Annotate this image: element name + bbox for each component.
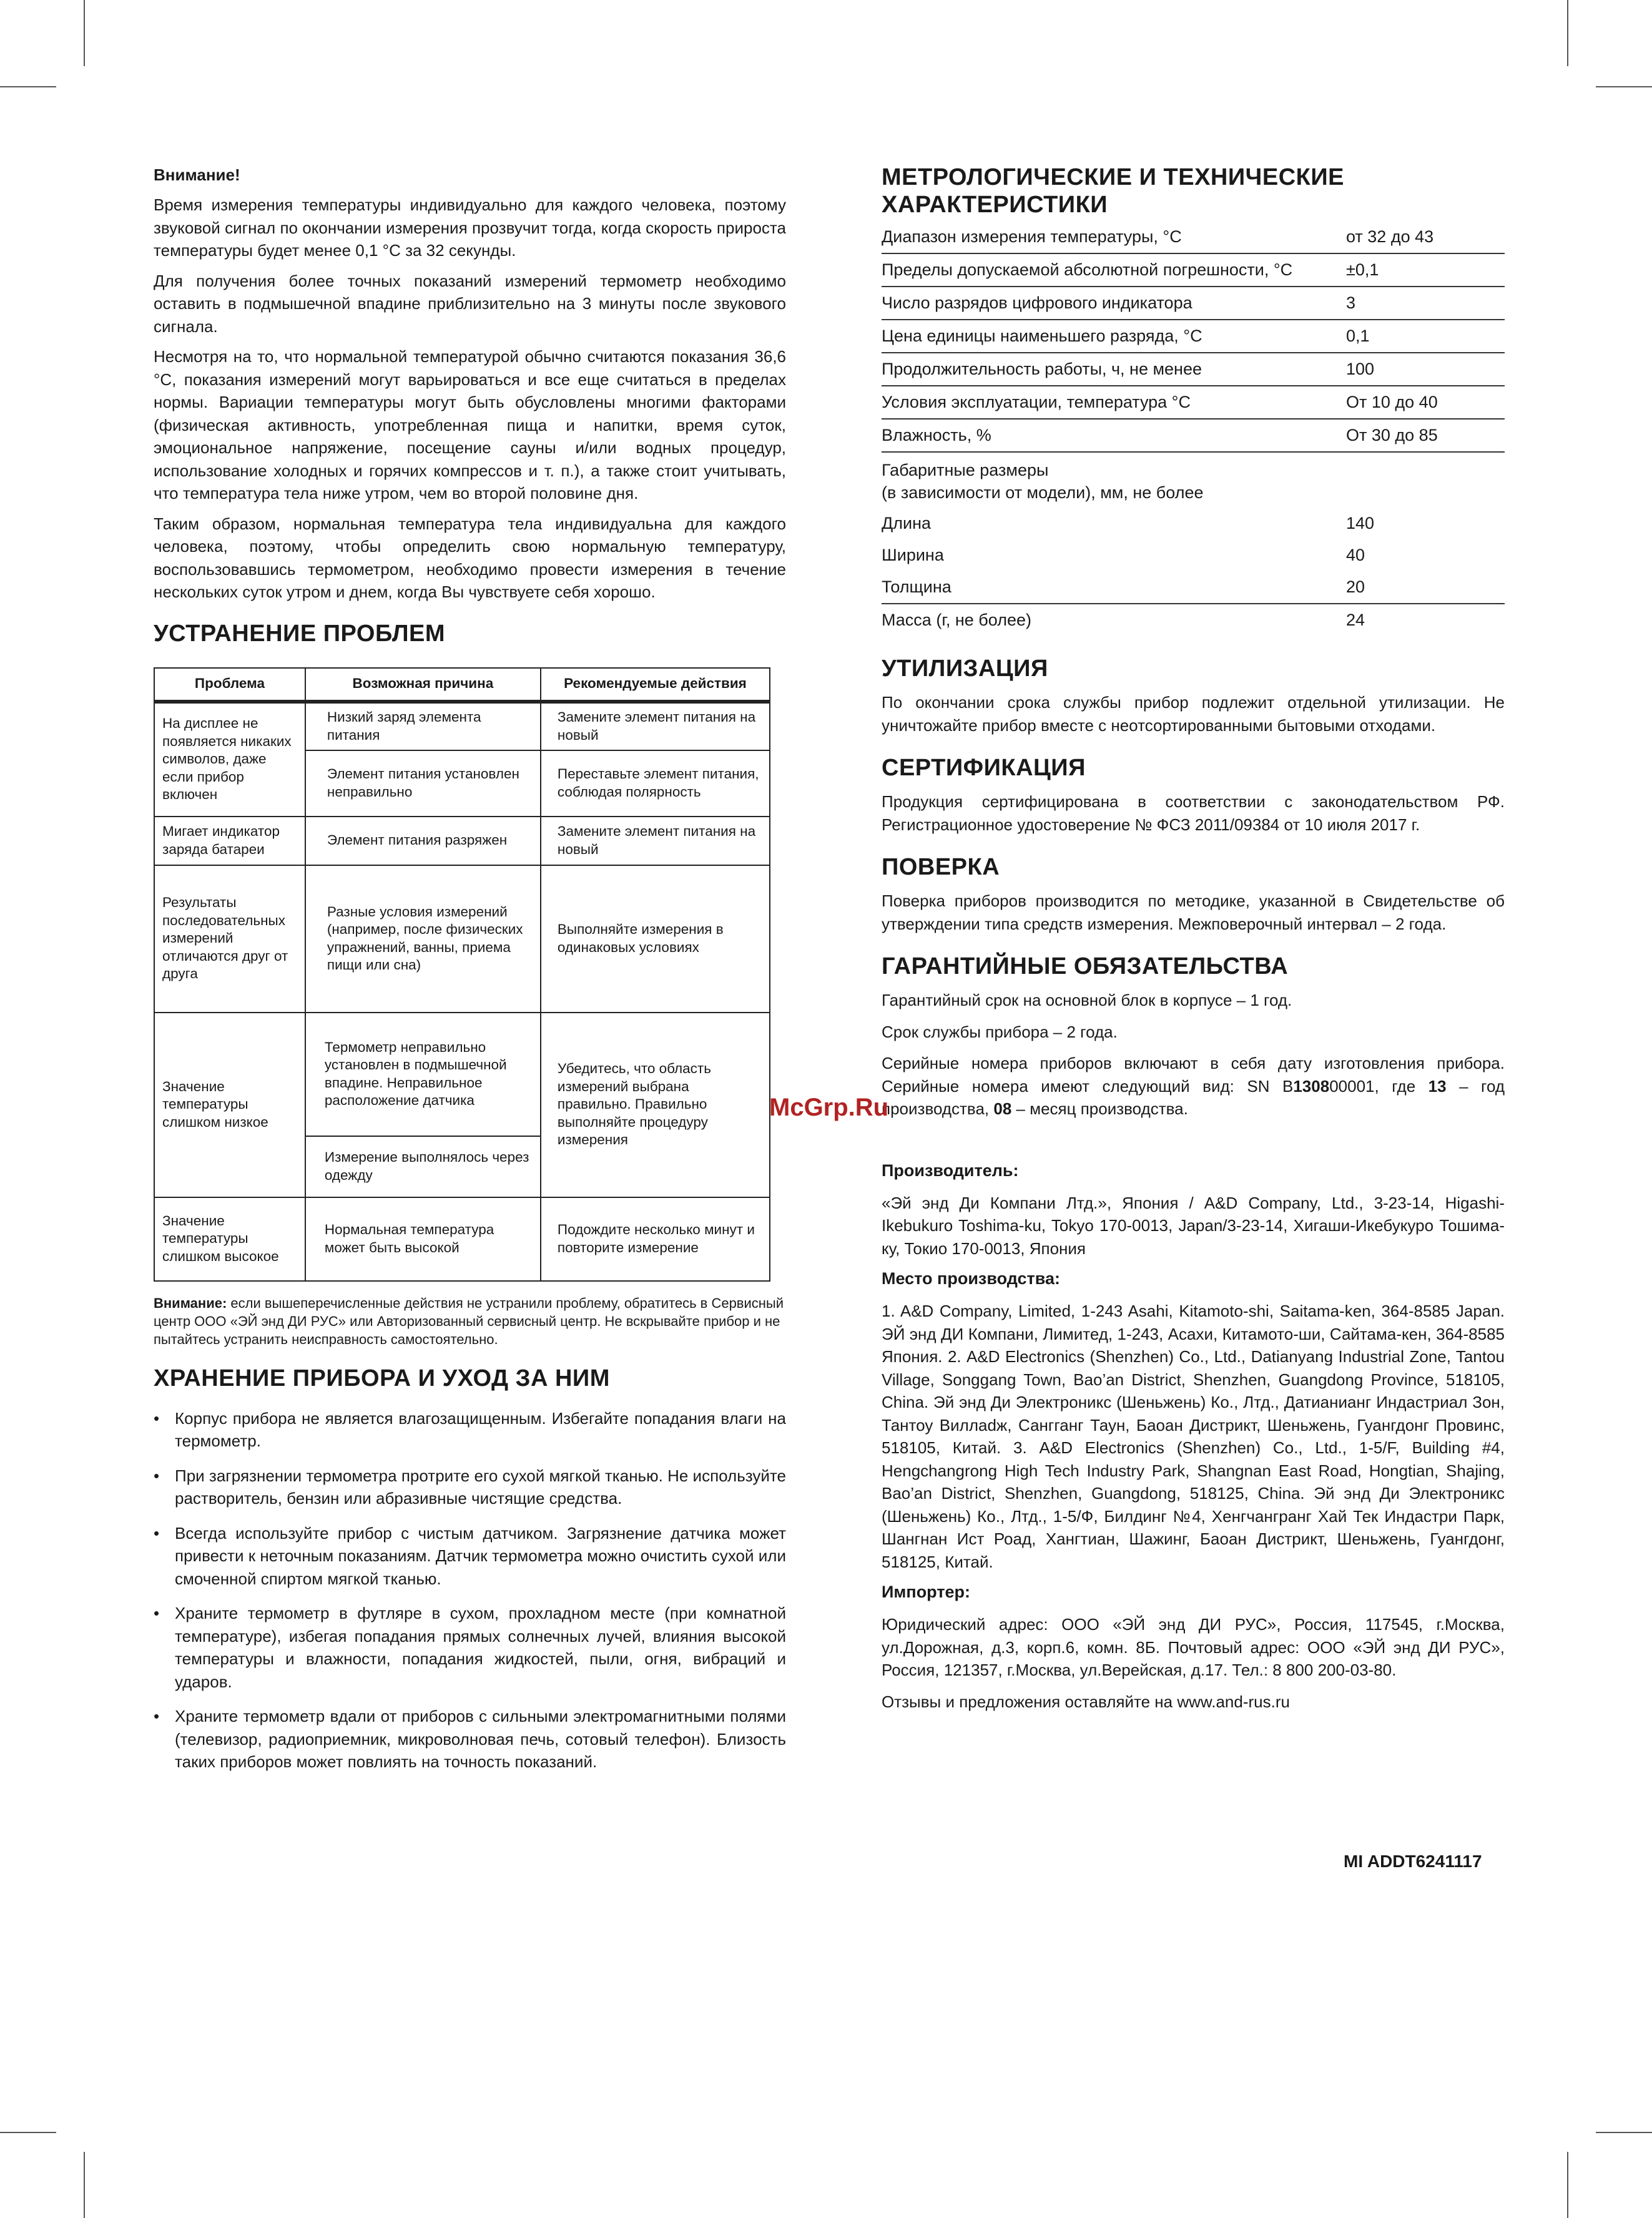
spec-label: Влажность, % xyxy=(882,419,1344,452)
table-row xyxy=(154,1197,770,1281)
spec-label: Число разрядов цифрового индикатора xyxy=(882,287,1344,320)
spec-label: Условия эксплуатации, температура °С xyxy=(882,386,1344,419)
crop-mark xyxy=(0,86,56,87)
storage-list xyxy=(154,1407,786,1774)
warning-title: Внимание! xyxy=(154,165,240,184)
warning-paragraph: Таким образом, нормальная температура тела индивидуальна для каждого человека, поэтому, чтобы определить свою нормальную температуру, воспользовавшись термометром, необходимо провести измерения в течение нескольких суток утром и днем, когда Вы чувствуете себя хорошо. xyxy=(154,514,786,601)
warranty-heading: ГАРАНТИЙНЫЕ ОБЯЗАТЕЛЬСТВА xyxy=(882,953,1289,979)
crop-mark xyxy=(84,0,85,66)
spec-value xyxy=(1344,452,1505,508)
action-cell: Убедитесь, что область измерений выбрана правильно. Правильно выполняйте процедуру измерения xyxy=(541,1013,770,1197)
problem-cell: Результаты последовательных измерений отличаются друг от друга xyxy=(154,865,305,1013)
warranty-serial xyxy=(882,1052,1505,1121)
production-title: Место производства: xyxy=(882,1269,1060,1288)
warranty-paragraph: Срок службы прибора – 2 года. xyxy=(882,1022,1118,1041)
document-code: MI ADDT6241117 xyxy=(1344,1852,1482,1871)
watermark: McGrp.Ru xyxy=(769,1094,889,1121)
warning-paragraph: Время измерения температуры индивидуально для каждого человека, поэтому звуковой сигнал по окончании измерения прозвучит тогда, когда скорость прироста температуры будет менее 0,1 °С за 32 секунды. xyxy=(154,195,786,260)
cause-cell: Нормальная температура может быть высокой xyxy=(305,1197,541,1281)
spec-value: от 32 до 43 xyxy=(1344,221,1505,253)
table-row xyxy=(882,287,1505,320)
table-row xyxy=(882,320,1505,353)
spec-label-line: Габаритные размеры xyxy=(882,461,1049,479)
spec-value: 20 xyxy=(1344,571,1505,604)
crop-mark xyxy=(1567,0,1568,66)
note-label: Внимание: xyxy=(154,1295,227,1311)
spec-value: От 30 до 85 xyxy=(1344,419,1505,452)
serial-text: 00001, где xyxy=(1329,1076,1428,1096)
problem-cell: На дисплее не появляется никаких символов, даже если прибор включен xyxy=(154,702,305,817)
table-row xyxy=(882,508,1505,539)
table-row xyxy=(882,419,1505,452)
table-row xyxy=(882,539,1505,571)
spec-value: 0,1 xyxy=(1344,320,1505,353)
spec-label: Пределы допускаемой абсолютной погрешности, °С xyxy=(882,253,1344,287)
verification-text: Поверка приборов производится по методике, указанной в Свидетельстве об утверждении типа средств измерения. Межповерочный интервал – 2 года. xyxy=(882,891,1505,933)
cause-cell: Элемент питания разряжен xyxy=(305,817,541,865)
table-row xyxy=(882,452,1505,508)
spec-value: 100 xyxy=(1344,353,1505,386)
table-row xyxy=(882,386,1505,419)
serial-date: 1308 xyxy=(1293,1076,1330,1096)
table-row xyxy=(882,353,1505,386)
serial-text: Серийные номера приборов включают в себя дату изготовления прибора. Серийные номера имеют следующий вид: SN B xyxy=(882,1054,1505,1096)
list-item: • Всегда используйте прибор с чистым датчиком. Загрязнение датчика может привести к неточным показаниям. Датчик термометра можно очистить сухой или смоченной спиртом мягкой тканью. xyxy=(154,1522,786,1591)
serial-month: 08 xyxy=(993,1099,1012,1118)
serial-year: 13 xyxy=(1428,1076,1447,1096)
problem-cell: Значение температуры слишком высокое xyxy=(154,1197,305,1281)
spec-value: 3 xyxy=(1344,287,1505,320)
troubleshooting-note xyxy=(154,1294,786,1348)
crop-mark xyxy=(1567,2152,1568,2218)
table-header-row xyxy=(154,668,770,702)
list-item: • Храните термометр в футляре в сухом, прохладном месте (при комнатной температуре), избегая попадания прямых солнечных лучей, влияния высокой температуры и влажности, попадания жидкостей, пыли, огня, вибраций и ударов. xyxy=(154,1602,786,1693)
table-row xyxy=(882,253,1505,287)
left-column xyxy=(154,164,786,1785)
spec-value: 40 xyxy=(1346,546,1365,564)
verification-heading: ПОВЕРКА xyxy=(882,854,1000,880)
manufacturer-title: Производитель: xyxy=(882,1161,1019,1180)
serial-text: – месяц производства. xyxy=(1011,1099,1188,1118)
warning-paragraph: Для получения более точных показаний измерений термометр необходимо оставить в подмышечной впадине приблизительно на 3 минуты после звукового сигнала. xyxy=(154,271,786,336)
right-column xyxy=(882,164,1505,1713)
troubleshooting-table xyxy=(154,667,770,1282)
cause-cell: Термометр неправильно установлен в подмышечной впадине. Неправильное расположение датчика xyxy=(305,1013,541,1136)
certification-heading: СЕРТИФИКАЦИЯ xyxy=(882,755,1086,781)
crop-mark xyxy=(1596,2132,1652,2133)
table-row xyxy=(154,865,770,1013)
list-item: • Корпус прибора не является влагозащищенным. Избегайте попадания влаги на термометр. xyxy=(154,1407,786,1453)
spec-value: ±0,1 xyxy=(1344,253,1505,287)
specs-heading xyxy=(882,164,1505,218)
importer-text: Юридический адрес: ООО «ЭЙ энд ДИ РУС», Россия, 117545, г.Москва, ул.Дорожная, д.3, корп.6, комн. 8Б. Почтовый адрес: ООО «ЭЙ энд ДИ РУС», Россия, 121357, г.Москва, ул.Верейская, д.17. Тел.: 8 800 200-03-80. xyxy=(882,1615,1505,1679)
importer-title: Импортер: xyxy=(882,1583,971,1601)
note-text: если вышеперечисленные действия не устранили проблему, обратитесь в Сервисный центр ООО «ЭЙ энд ДИ РУС» или Авторизованный сервисный центр. Не вскрывайте прибор и не пытайтесь устранить неисправность самостоятельно. xyxy=(154,1295,784,1347)
warning-paragraph: Несмотря на то, что нормальной температурой обычно считаются показания 36,6 °С, показания измерений могут варьироваться и все еще считаться в пределах нормы. Вариации температуры могут быть обусловлены многими факторами (физическая активность, употребленная пища и напитки, время суток, эмоциональное напряжение, посещение сауны и/или водных процедур, использование холодных и горячих компрессов и т. п.), а также стоит учитывать, что температура тела ниже утром, чем во второй половине дня. xyxy=(154,347,786,503)
warranty-paragraph: Гарантийный срок на основной блок в корпусе – 1 год. xyxy=(882,991,1292,1009)
crop-mark xyxy=(1596,86,1652,87)
crop-mark xyxy=(0,2132,56,2133)
table-row xyxy=(882,604,1505,636)
table-row xyxy=(154,817,770,865)
cause-cell: Измерение выполнялось через одежду xyxy=(305,1136,541,1197)
spec-label: Продолжительность работы, ч, не менее xyxy=(882,353,1344,386)
certification-text: Продукция сертифицирована в соответствии с законодательством РФ. Регистрационное удостоверение № ФСЗ 2011/09384 от 10 июля 2017 г. xyxy=(882,792,1505,834)
crop-mark xyxy=(84,2152,85,2218)
manufacturer-text: «Эй энд Ди Компани Лтд.», Япония / A&D Company, Ltd., 3-23-14, Higashi-Ikebukuro Toshima-ku, Tokyo 170-0013, Japan/3-23-14, Хигаши-Икебукуро Тошима-ку, Токио 170-0013, Япония xyxy=(882,1193,1505,1258)
production-text: 1. A&D Company, Limited, 1-243 Asahi, Kitamoto-shi, Saitama-ken, 364-8585 Japan. ЭЙ энд ДИ Компани, Лимитед, 1-243, Асахи, Китамото-ши, Сайтама-кен, 364-8585 Япония. 2. A&D Electronics (Shenzhen) Co., Ltd., Datianyang Industrial Zone, Tantou Village, Songgang Town, Bao’an District, Shenzhen, Guangdong Province, 518105, China. Эй энд Ди Электроникс (Шеньжень) Ко., Лтд., Датианианг Индастриал Зон, Тантоу Виллаdж, Сангганг Таун, Баоан Дистрикт, Шеньжень, Гуангдонг Провинс, 518105, Китай. 3. A&D Electronics (Shenzhen) Co., Ltd., 1-5/F, Building #4, Hengchangrong High Tech Industry Park, Shangnan East Road, Hongtian, Shajing, Bao’an District, Shenzhen, Guangdong, 518125, China. Эй энд Ди Электроникс (Шеньжень) Ко., Лтд., 1-5/Ф, Билдинг №4, Хенгчангранг Хай Тек Индастри Парк, Шангнан Ист Роад, Хангтиан, Шажинг, Баоан Дистрикт, Шеньжень, Гуангдонг, 518125, Китай. xyxy=(882,1302,1505,1571)
action-cell: Подождите несколько минут и повторите измерение xyxy=(541,1197,770,1281)
spec-value: От 10 до 40 xyxy=(1344,386,1505,419)
spec-label: Диапазон измерения температуры, °С xyxy=(882,221,1344,253)
specs-heading-line: МЕТРОЛОГИЧЕСКИЕ И ТЕХНИЧЕСКИЕ xyxy=(882,164,1345,190)
cause-cell: Низкий заряд элемента питания xyxy=(305,702,541,750)
troubleshooting-heading: УСТРАНЕНИЕ ПРОБЛЕМ xyxy=(154,620,445,647)
table-row xyxy=(882,221,1505,253)
list-item: • Храните термометр вдали от приборов с сильными электромагнитными полями (телевизор, радиоприемник, микроволновая печь, сотовый телефон). Близость таких приборов может повлиять на точность показаний. xyxy=(154,1705,786,1774)
feedback-text: Отзывы и предложения оставляйте на www.and-rus.ru xyxy=(882,1692,1290,1711)
table-row xyxy=(882,571,1505,604)
action-cell: Переставьте элемент питания, соблюдая полярность xyxy=(541,750,770,817)
spec-label xyxy=(882,452,1344,508)
storage-heading: ХРАНЕНИЕ ПРИБОРА И УХОД ЗА НИМ xyxy=(154,1365,610,1391)
specs-table xyxy=(882,221,1505,636)
spec-value: 24 xyxy=(1346,611,1365,629)
cause-cell: Элемент питания установлен неправильно xyxy=(305,750,541,817)
spec-value: 140 xyxy=(1346,514,1375,532)
specs-heading-line: ХАРАКТЕРИСТИКИ xyxy=(882,192,1108,218)
disposal-heading: УТИЛИЗАЦИЯ xyxy=(882,655,1048,682)
list-item: • При загрязнении термометра протрите его сухой мягкой тканью. Не используйте растворитель, бензин или абразивные чистящие средства. xyxy=(154,1465,786,1510)
spec-label: Цена единицы наименьшего разряда, °С xyxy=(882,320,1344,353)
column-header: Рекомендуемые действия xyxy=(541,668,770,702)
problem-cell: Значение температуры слишком низкое xyxy=(154,1013,305,1197)
spec-label: Длина xyxy=(882,514,932,532)
disposal-text: По окончании срока службы прибор подлежит отдельной утилизации. Не уничтожайте прибор вместе с неотсортированными бытовыми отходами. xyxy=(882,693,1505,735)
column-header: Проблема xyxy=(154,668,305,702)
table-row xyxy=(154,702,770,750)
action-cell: Замените элемент питания на новый xyxy=(541,702,770,750)
spec-label-line: (в зависимости от модели), мм, не более xyxy=(882,483,1204,502)
table-row xyxy=(154,1013,770,1136)
serial-text: – год производства, xyxy=(882,1076,1505,1118)
spec-label: Толщина xyxy=(882,571,1344,604)
action-cell: Замените элемент питания на новый xyxy=(541,817,770,865)
action-cell: Выполняйте измерения в одинаковых условиях xyxy=(541,865,770,1013)
problem-cell: Мигает индикатор заряда батареи xyxy=(154,817,305,865)
cause-cell: Разные условия измерений (например, после физических упражнений, ванны, приема пищи или сна) xyxy=(305,865,541,1013)
column-header: Возможная причина xyxy=(305,668,541,702)
spec-label: Масса (г, не более) xyxy=(882,611,1031,629)
spec-label: Ширина xyxy=(882,546,944,564)
